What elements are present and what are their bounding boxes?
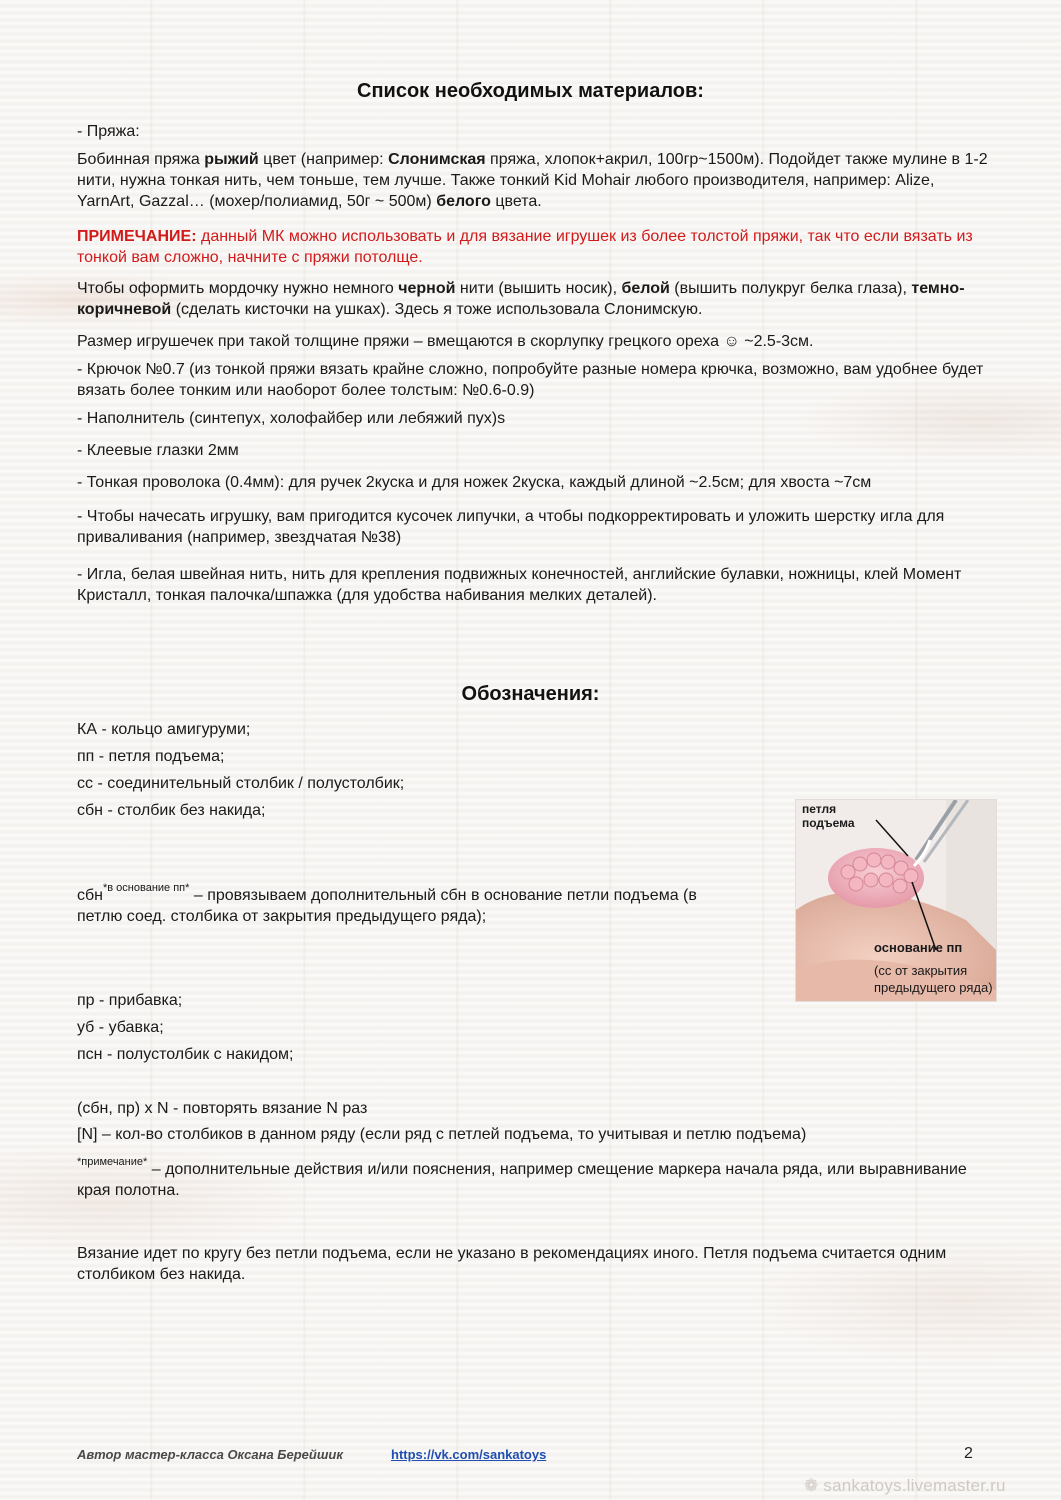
wire-item: - Тонкая проволока (0.4мм): для ручек 2куска и для ножек 2куска, каждый длиной ~2.5см; для хвоста ~7см	[77, 474, 872, 491]
filler-item: - Наполнитель (синтепух, холофайбер или лебяжий пух)s	[77, 410, 506, 427]
size-paragraph: Размер игрушечек при такой толщине пряжи – вмещаются в скорлупку грецкого ореха ☺ ~2.5-3см.	[77, 333, 814, 350]
page-number: 2	[964, 1445, 973, 1462]
materials-title: Список необходимых материалов:	[357, 80, 704, 102]
velcro-item: - Чтобы начесать игрушку, вам пригодится кусочек липучки, а чтобы подкорректировать и уложить шерстку игла для приваливания (например, звездчатая №38)	[77, 508, 945, 546]
legend-pp: пп - петля подъема;	[77, 748, 225, 765]
face-paragraph: Чтобы оформить мордочку нужно немного черной нити (вышить носик), белой (вышить полукруг белка глаза), темно-коричневой (сделать кисточки на ушках). Здесь я тоже использовала Слонимскую.	[77, 280, 965, 318]
legend-sbn: сбн - столбик без накида;	[77, 802, 266, 819]
footer-link[interactable]: https://vk.com/sankatoys	[391, 1447, 547, 1462]
eyes-item: - Клеевые глазки 2мм	[77, 442, 239, 459]
round-note: Вязание идет по кругу без петли подъема, если не указано в рекомендациях иного. Петля подъема считается одним столбиком без накида.	[77, 1245, 947, 1283]
legend-sbn-extra: сбн$^{*в основание пп*}$ – провязываем дополнительный сбн в основание петли подъема (в петлю соед. столбика от закрытия предыдущего ряда);	[77, 882, 697, 925]
legend-remark: $^{*примечание*}$ – дополнительные действия и/или пояснения, например смещение маркера начала ряда, или выравнивание края полотна.	[77, 1156, 967, 1199]
note-label: ПРИМЕЧАНИЕ:	[77, 228, 197, 245]
legend-ss: сс - соединительный столбик / полустолбик;	[77, 775, 405, 792]
note-paragraph: ПРИМЕЧАНИЕ: данный МК можно использовать и для вязание игрушек из более толстой пряжи, так что если вязать из тонкой вам сложно, начните с пряжи потолще.	[77, 228, 973, 266]
legend-ka: КА - кольцо амигуруми;	[77, 721, 251, 738]
watermark-logo-icon: ❁	[804, 1476, 824, 1495]
legend-pr: пр - прибавка;	[77, 992, 183, 1009]
legend-repeat: (сбн, пр) x N - повторять вязание N раз	[77, 1100, 368, 1117]
legend-psn: псн - полустолбик с накидом;	[77, 1046, 294, 1063]
yarn-heading: - Пряжа:	[77, 123, 140, 140]
yarn-description: Бобинная пряжа рыжий цвет (например: Слонимская пряжа, хлопок+акрил, 100гр~1500м). Подойдет также мулине в 1-2 нити, нужна тонкая нить, чем тоньше, тем лучше. Также тонкий Kid Mohair любого производителя, например: Alize, YarnArt, Gazzal… (мохер/полиамид, 50г ~ 500м) белого цвета.	[77, 151, 988, 210]
hook-item: - Крючок №0.7 (из тонкой пряжи вязать крайне сложно, попробуйте разные номера крючка, возможно, вам удобнее будет вязать более тонким или наоборот более толстым: №0.6-0.9)	[77, 361, 984, 399]
legend-ub: уб - убавка;	[77, 1019, 164, 1036]
footer-author: Автор мастер-класса Оксана Берейшик	[77, 1447, 343, 1462]
photo-label-top: петля подъема	[802, 802, 855, 830]
photo-label-bottom: (сс от закрытия предыдущего ряда)	[874, 963, 993, 995]
legend-count: [N] – кол-во столбиков в данном ряду (если ряд с петлей подъема, то учитывая и петлю подъема)	[77, 1126, 807, 1143]
watermark: ❁ sankatoys.livemaster.ru	[804, 1476, 1006, 1495]
legend-title: Обозначения:	[461, 683, 600, 705]
photo-label-bottom-bold: основание пп	[874, 940, 963, 955]
tools-item: - Игла, белая швейная нить, нить для крепления подвижных конечностей, английские булавки, ножницы, клей Момент Кристалл, тонкая палочка/шпажка (для удобства набивания мелких деталей).	[77, 566, 962, 604]
